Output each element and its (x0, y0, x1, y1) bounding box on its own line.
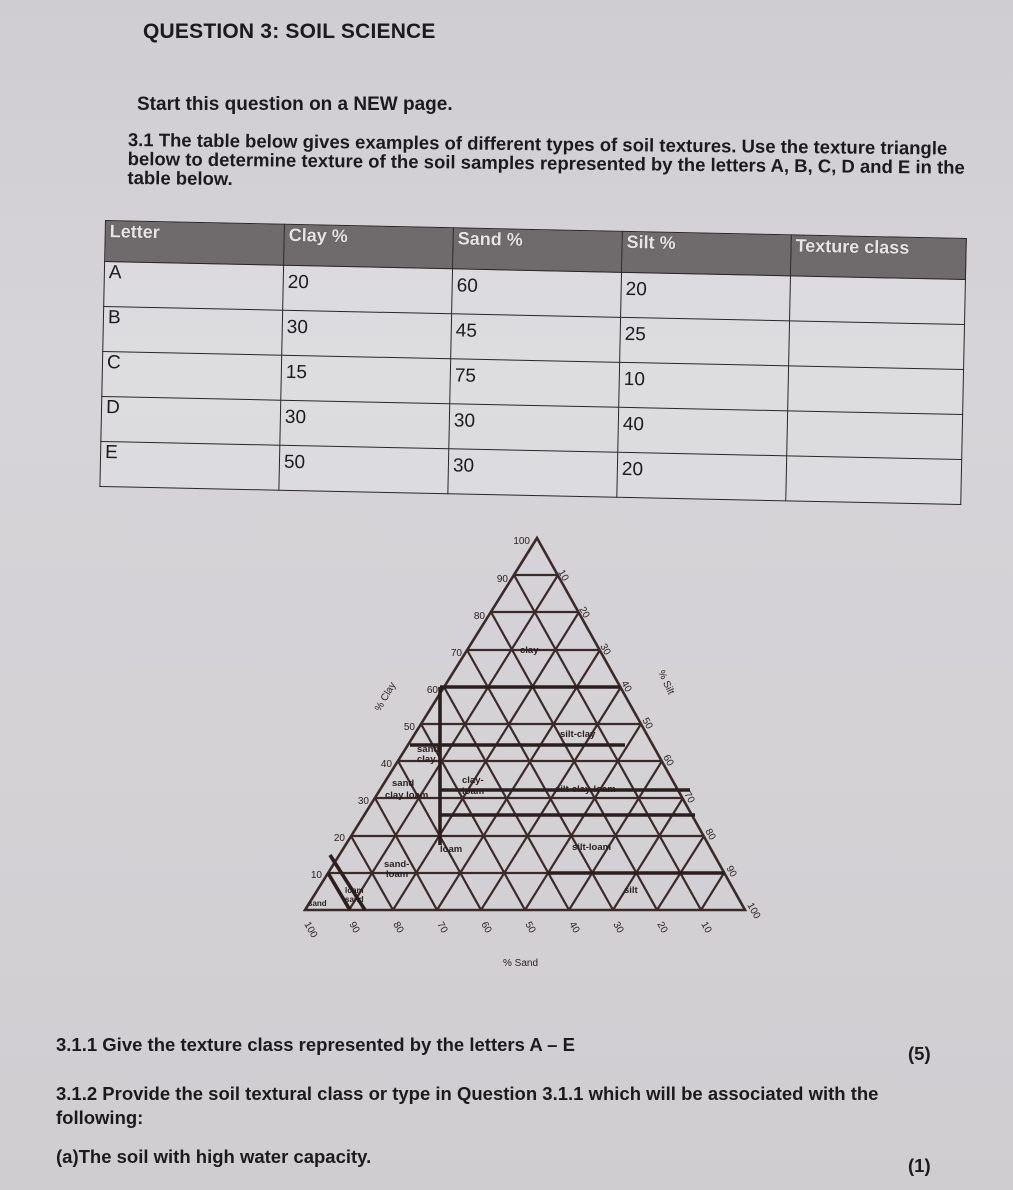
clay-axis-label: % Clay (373, 680, 399, 714)
instruction-text: Start this question on a NEW page. (137, 94, 453, 115)
clay-tick: 90 (496, 574, 508, 585)
silt-tick: 20 (576, 605, 592, 621)
sand-tick: 100 (301, 920, 320, 940)
cell-sand: 30 (448, 449, 618, 498)
label-loam: loam (440, 844, 463, 855)
clay-tick: 70 (450, 648, 462, 659)
sand-tick: 50 (522, 920, 538, 936)
cell-letter: C (102, 351, 282, 400)
sand-axis-ticks (301, 920, 713, 940)
cell-sand: 30 (449, 404, 619, 453)
silt-tick: 60 (660, 753, 676, 769)
silt-tick: 40 (618, 679, 634, 695)
sand-tick: 80 (390, 920, 406, 936)
clay-tick: 10 (310, 870, 322, 881)
silt-tick: 30 (597, 642, 613, 658)
sand-tick: 40 (566, 920, 582, 936)
clay-axis-ticks (311, 536, 531, 881)
cell-texture (790, 276, 966, 325)
sand-axis-label: % Sand (503, 958, 539, 969)
cell-silt: 25 (620, 317, 790, 366)
label-sand: sand (308, 899, 327, 908)
label-sand-loam-1: sand- (384, 859, 410, 870)
silt-axis-label: % Silt (655, 668, 677, 697)
sand-tick: 70 (434, 920, 450, 936)
label-silt-clay-loam: silt-clay-loam (555, 784, 616, 795)
question-3-1-2: 3.1.2 Provide the soil textural class or type in Question 3.1.1 which will be associated with the following: (56, 1083, 879, 1128)
label-sand-loam-2: loam (386, 869, 409, 880)
header-sand: Sand % (453, 228, 623, 273)
silt-tick: 10 (555, 568, 571, 584)
sand-tick: 90 (346, 920, 362, 936)
cell-letter: E (100, 441, 280, 490)
cell-clay: 20 (283, 265, 453, 314)
label-clay-loam-1: clay- (462, 775, 484, 786)
cell-clay: 15 (281, 355, 451, 404)
marks-3-1-2-a: (1) (908, 1155, 931, 1176)
header-silt: Silt % (622, 231, 792, 276)
cell-texture (788, 366, 964, 415)
cell-clay: 30 (280, 400, 450, 449)
label-silt: silt (624, 885, 638, 896)
cell-sand: 45 (451, 314, 621, 363)
header-letter: Letter (105, 221, 285, 266)
label-silt-loam: silt-loam (572, 842, 612, 853)
cell-silt: 10 (619, 362, 789, 411)
sand-tick: 10 (698, 920, 714, 936)
label-sand-clay-loam-1: sand (392, 778, 415, 789)
intro-paragraph: 3.1 The table below gives examples of different types of soil textures. Use the texture triangle below to determine texture of the soil samples represented by the letters A, B, C, D and E in the table below. (127, 129, 965, 190)
label-loam-sand-2: sand (345, 895, 364, 904)
label-sand-clay-2: clay (417, 754, 436, 765)
cell-texture (789, 321, 965, 370)
cell-sand: 60 (452, 269, 622, 318)
soil-texture-table (99, 220, 966, 505)
question-3-1-1: 3.1.1 Give the texture class represented by the letters A – E (56, 1034, 575, 1055)
header-clay: Clay % (284, 224, 454, 269)
sand-tick: 60 (478, 920, 494, 936)
clay-tick: 30 (357, 796, 369, 807)
triangle-grid (305, 538, 745, 910)
clay-tick: 20 (333, 833, 345, 844)
label-sand-clay-1: sand (417, 744, 440, 755)
label-clay: clay (520, 645, 539, 656)
clay-tick: 100 (513, 536, 530, 547)
label-silt-clay: silt-clay (560, 729, 596, 740)
label-clay-loam-2: loam (462, 786, 485, 797)
cell-sand: 75 (450, 359, 620, 408)
cell-letter: A (104, 262, 284, 311)
clay-tick: 60 (426, 685, 438, 696)
cell-silt: 40 (618, 407, 788, 456)
sand-tick: 20 (654, 920, 670, 936)
silt-tick: 70 (681, 790, 697, 806)
label-sand-clay-loam-2: clay loam (385, 790, 429, 801)
cell-texture (786, 456, 962, 505)
soil-texture-triangle (290, 525, 790, 985)
question-title: QUESTION 3: SOIL SCIENCE (143, 20, 436, 43)
question-3-1-2-a: (a)The soil with high water capacity. (56, 1146, 372, 1167)
cell-letter: B (103, 306, 283, 355)
sand-tick: 30 (610, 920, 626, 936)
clay-tick: 40 (380, 759, 392, 770)
silt-tick: 80 (702, 827, 718, 843)
cell-silt: 20 (617, 452, 787, 501)
header-texture: Texture class (790, 235, 966, 280)
cell-clay: 50 (279, 445, 449, 494)
cell-silt: 20 (621, 272, 791, 321)
clay-tick: 80 (473, 611, 485, 622)
label-loam-sand-1: loam (345, 886, 364, 895)
silt-tick: 50 (639, 716, 655, 732)
silt-tick: 90 (723, 864, 739, 880)
silt-tick: 100 (744, 901, 763, 921)
marks-3-1-1: (5) (908, 1043, 931, 1064)
cell-clay: 30 (282, 310, 452, 359)
cell-texture (787, 411, 963, 460)
clay-tick: 50 (403, 722, 415, 733)
cell-letter: D (101, 396, 281, 445)
